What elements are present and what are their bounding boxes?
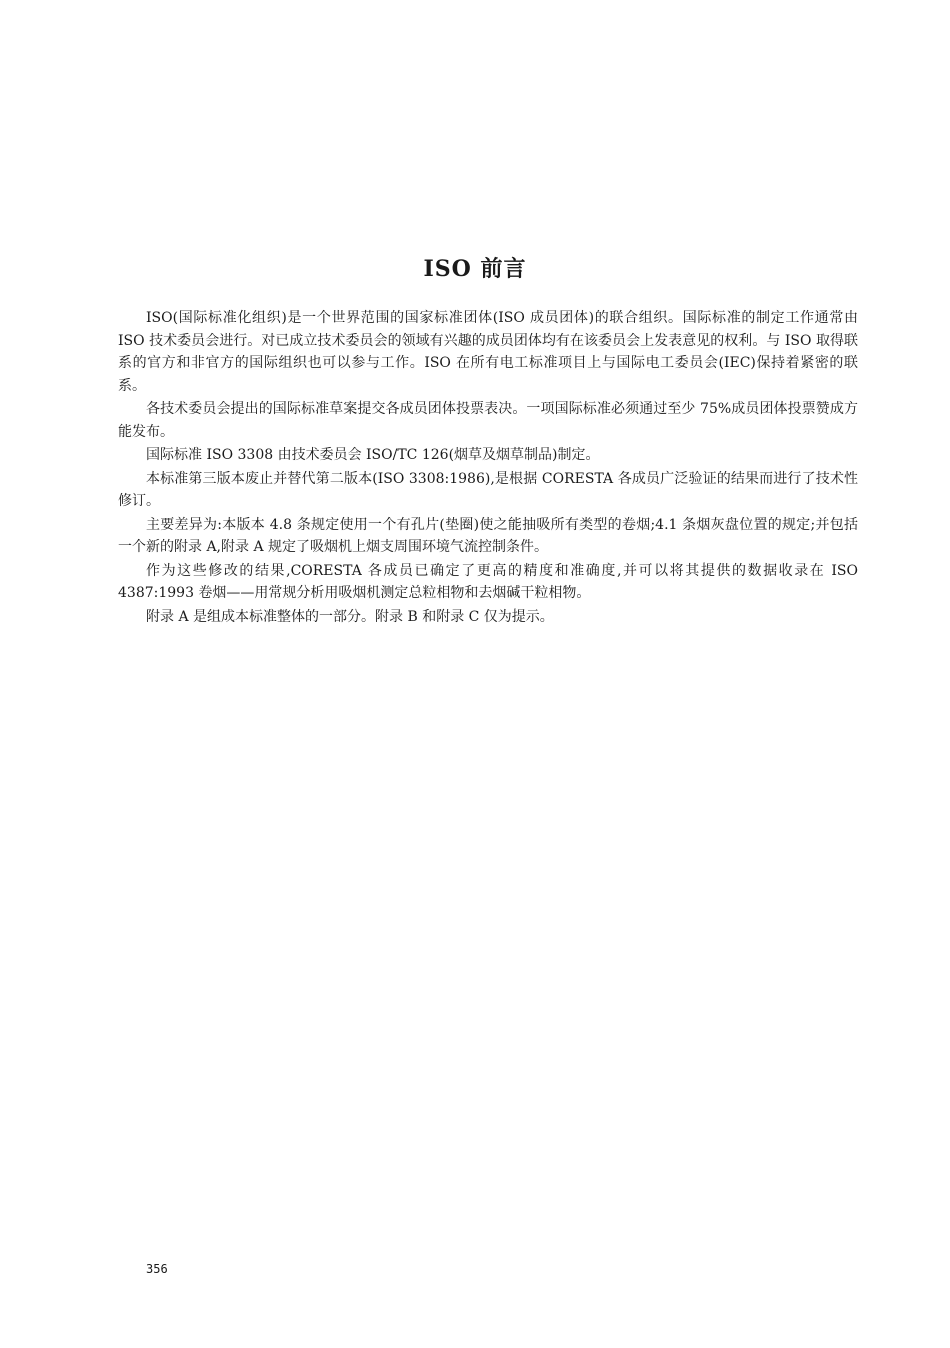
page-number: 356 xyxy=(146,1262,168,1276)
page-title: ISO 前言 xyxy=(423,256,527,282)
paragraph-committee: 国际标准 ISO 3308 由技术委员会 ISO/TC 126(烟草及烟草制品)制定。 xyxy=(146,447,600,463)
paragraph-iso-intro: ISO(国际标准化组织)是一个世界范围的国家标准团体(ISO 成员团体)的联合组织。国际标准的制定工作通常由 ISO 技术委员会进行。对已成立技术委员会的领域有兴趣的成员团体均有在该委员会上发表意见的权利。与 ISO 取得联系的官方和非官方的国际组织也可以参与工作。ISO 在所有电工标准项目上与国际电工委员会(IEC)保持着紧密的联系。 xyxy=(118,310,858,394)
paragraph-results: 作为这些修改的结果,CORESTA 各成员已确定了更高的精度和准确度,并可以将其提供的数据收录在 ISO 4387:1993 卷烟——用常规分析用吸烟机测定总粒相物和去烟碱干粒相物。 xyxy=(118,562,858,601)
foreword-body xyxy=(118,307,858,629)
paragraph-edition: 本标准第三版本废止并替代第二版本(ISO 3308:1986),是根据 CORESTA 各成员广泛验证的结果而进行了技术性修订。 xyxy=(118,470,858,509)
paragraph-differences: 主要差异为:本版本 4.8 条规定使用一个有孔片(垫圈)使之能抽吸所有类型的卷烟;4.1 条烟灰盘位置的规定;并包括一个新的附录 A,附录 A 规定了吸烟机上烟支周围环境气流控制条件。 xyxy=(118,516,858,555)
paragraph-voting: 各技术委员会提出的国际标准草案提交各成员团体投票表决。一项国际标准必须通过至少 75%成员团体投票赞成方能发布。 xyxy=(118,401,858,440)
paragraph-annexes: 附录 A 是组成本标准整体的一部分。附录 B 和附录 C 仅为提示。 xyxy=(146,608,554,625)
